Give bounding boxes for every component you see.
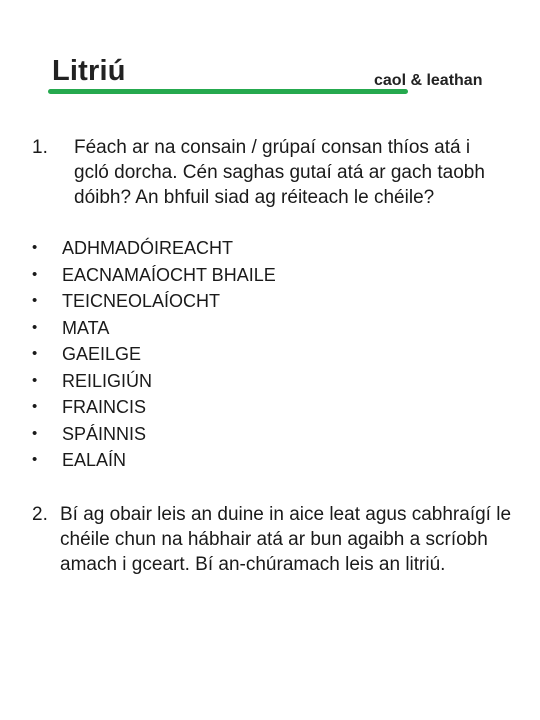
- bullet: •: [32, 424, 38, 442]
- subject-label: EACNAMAÍOCHT BHAILE: [62, 264, 276, 285]
- subject-label: GAEILGE: [62, 344, 142, 364]
- subject-label: FRAINCIS: [62, 397, 147, 417]
- list-item: [32, 341, 276, 368]
- list-item: [32, 235, 276, 262]
- bullet: •: [32, 345, 38, 362]
- question-1-text: Féach ar na consain / grúpaí consan thíos atá i gcló dorcha. Cén saghas gutaí atá ar gach taobh dóibh? An bhfuil siad ag réiteach le chéile?: [74, 137, 485, 208]
- bullet: •: [32, 239, 38, 256]
- bullet: •: [32, 292, 38, 309]
- subject-label: SPÁINNIS: [62, 423, 147, 444]
- bullet: •: [32, 265, 38, 283]
- bullet: •: [32, 451, 38, 468]
- bullet: •: [32, 371, 38, 389]
- bullet: •: [32, 318, 38, 336]
- list-item: [32, 394, 276, 421]
- subject-label: REILIGIÚN: [62, 370, 153, 391]
- list-item: [32, 262, 276, 289]
- question-1: [32, 135, 502, 210]
- subject-label: ADHMADÓIREACHT: [62, 238, 234, 258]
- title-underline: [48, 89, 408, 94]
- subject-label: EALAÍN: [62, 450, 127, 470]
- question-2-text: Bí ag obair leis an duine in aice leat agus cabhraígí le chéile chun na hábhair atá ar bun agaibh a scríobh amach i gceart. Bí an-chúramach leis an litriú.: [60, 504, 512, 575]
- page-subtitle: caol & leathan: [374, 72, 483, 89]
- question-2: [32, 502, 522, 577]
- bullet: •: [32, 398, 38, 415]
- question-1-number: 1.: [32, 137, 48, 158]
- question-2-number: 2.: [32, 504, 48, 525]
- list-item: [32, 421, 276, 448]
- page-title: Litriú: [52, 55, 126, 87]
- list-item: [32, 315, 276, 342]
- subject-label: TEICNEOLAÍOCHT: [62, 291, 221, 311]
- list-item: [32, 447, 276, 474]
- subject-label: MATA: [62, 317, 110, 338]
- list-item: [32, 368, 276, 395]
- list-item: [32, 288, 276, 315]
- subject-list: [32, 235, 276, 474]
